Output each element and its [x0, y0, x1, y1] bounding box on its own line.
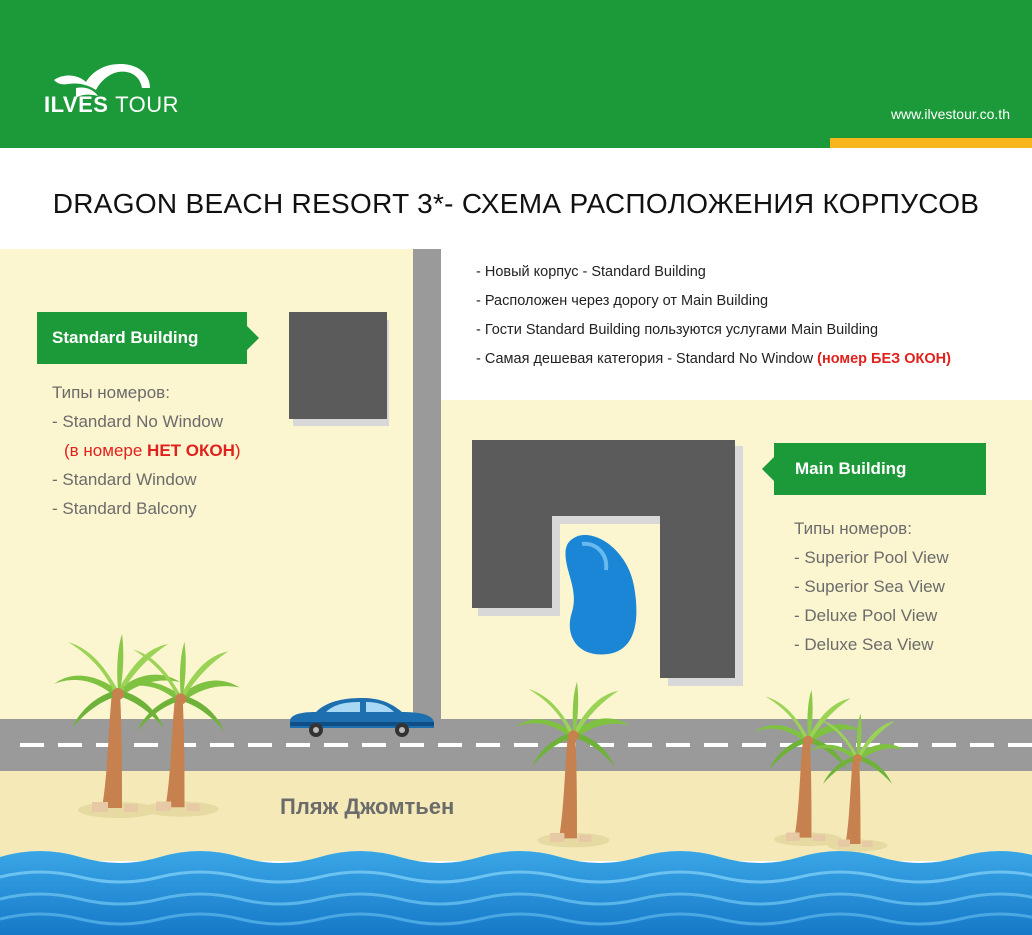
- brand-light: TOUR: [115, 92, 180, 117]
- road-dash: [1008, 743, 1032, 747]
- info-item: - Новый корпус - Standard Building: [476, 264, 706, 280]
- main-building-label: Main Building: [774, 443, 986, 495]
- standard-room-list: [52, 378, 241, 523]
- standard-room-type: - Standard Window: [52, 470, 197, 489]
- car-icon: [286, 694, 438, 740]
- side-road: [413, 249, 441, 719]
- road-dash: [666, 743, 690, 747]
- brand-logo-text: [44, 92, 179, 118]
- road-dash: [628, 743, 652, 747]
- road-dash: [704, 743, 728, 747]
- road-dash: [438, 743, 462, 747]
- no-window-note: [52, 436, 241, 465]
- note-prefix: (в номере: [64, 441, 148, 460]
- brand-bold: ILVES: [44, 92, 109, 117]
- main-building-block: [468, 436, 743, 686]
- road-dash: [932, 743, 956, 747]
- road-dash: [970, 743, 994, 747]
- road-dash: [248, 743, 272, 747]
- road-dash: [400, 743, 424, 747]
- palm-tree-icon: [514, 680, 631, 851]
- note-suffix: ): [234, 441, 241, 460]
- palm-tree-icon: [118, 640, 242, 821]
- standard-building-block: [289, 312, 387, 419]
- palm-tree-icon: [808, 712, 906, 855]
- main-room-type: - Superior Sea View: [794, 577, 945, 596]
- info-item: - Расположен через дорогу от Main Building: [476, 293, 769, 309]
- main-building-label-arrow: [762, 457, 774, 481]
- sea: [0, 845, 1032, 935]
- page-title: DRAGON BEACH RESORT 3*- СХЕМА РАСПОЛОЖЕНИЯ КОРПУСОВ: [52, 188, 980, 219]
- road-dash: [476, 743, 500, 747]
- standard-room-type: - Standard No Window: [52, 412, 224, 431]
- main-room-type: - Deluxe Pool View: [794, 606, 938, 625]
- road-dash: [20, 743, 44, 747]
- standard-room-type: - Standard Balcony: [52, 499, 197, 518]
- main-room-heading: Типы номеров:: [794, 519, 912, 538]
- beach-name: Пляж Джомтьен: [280, 794, 455, 819]
- standard-building-label: Standard Building: [37, 312, 247, 364]
- info-item: - Гости Standard Building пользуются услугами Main Building: [476, 322, 879, 338]
- main-room-list: [794, 514, 949, 659]
- info-item-highlight: (номер БЕЗ ОКОН): [817, 351, 951, 367]
- standard-room-heading: Типы номеров:: [52, 383, 170, 402]
- note-highlight: НЕТ ОКОН: [147, 441, 235, 460]
- road-dash: [362, 743, 386, 747]
- website-url[interactable]: www.ilvestour.co.th: [890, 106, 1010, 122]
- main-room-type: - Superior Pool View: [794, 548, 949, 567]
- info-item: [476, 345, 951, 374]
- main-room-type: - Deluxe Sea View: [794, 635, 934, 654]
- standard-building-label-arrow: [247, 326, 259, 350]
- info-item-text: - Самая дешевая категория - Standard No Window: [476, 351, 818, 367]
- header-bar: [0, 0, 1032, 148]
- road-dash: [324, 743, 348, 747]
- info-list: [476, 258, 951, 374]
- accent-bar: [830, 138, 1032, 148]
- road-dash: [286, 743, 310, 747]
